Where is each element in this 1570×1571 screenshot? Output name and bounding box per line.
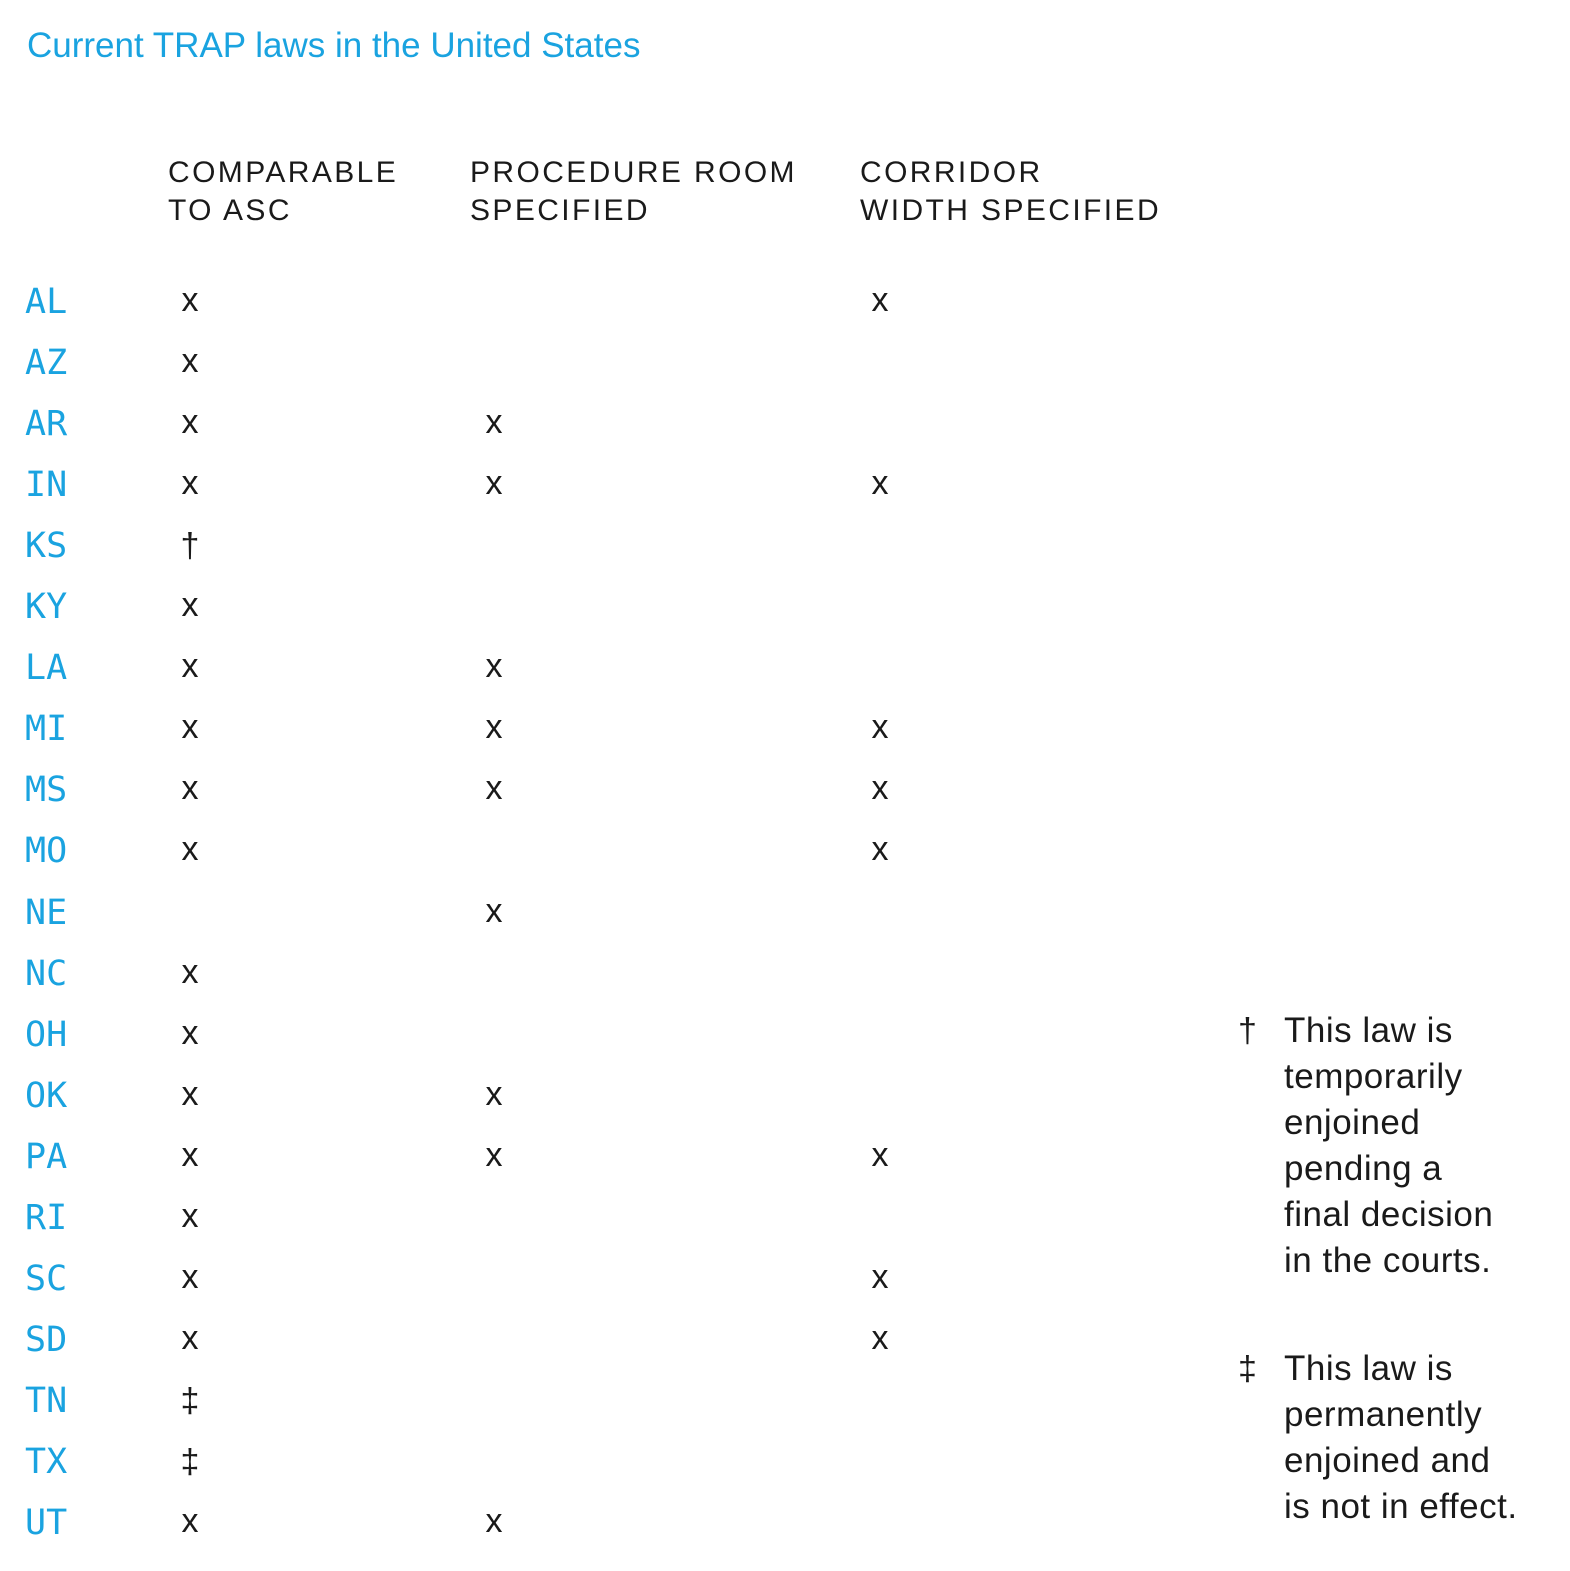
footnote-symbol: ‡ (1238, 1350, 1257, 1388)
state-label: NC (25, 953, 68, 994)
table-row-ok (0, 1076, 1200, 1137)
state-label: SD (25, 1319, 68, 1360)
cell-mark: x (871, 1318, 889, 1357)
cell-mark: x (871, 769, 889, 808)
table-row-mi (0, 709, 1200, 770)
state-label: AL (25, 282, 68, 322)
state-label: IN (25, 465, 68, 506)
state-label: UT (25, 1503, 68, 1543)
column-header-line: PROCEDURE ROOM (470, 156, 797, 189)
cell-mark: x (871, 281, 889, 319)
cell-mark: x (181, 1196, 199, 1235)
table-row-az (0, 343, 1200, 404)
cell-mark: x (181, 708, 199, 747)
column-header-line: TO ASC (168, 194, 292, 227)
cell-mark: x (181, 1135, 199, 1174)
state-label: AZ (25, 343, 68, 384)
state-label: MO (25, 831, 68, 872)
state-label: TN (25, 1380, 68, 1421)
column-header-line: CORRIDOR (860, 156, 1043, 189)
state-label: NE (25, 892, 68, 933)
footnote-text: This law is permanently enjoined and is not in effect. (1284, 1349, 1518, 1526)
table-row-tx (0, 1442, 1200, 1503)
table-row-sc (0, 1259, 1200, 1320)
state-label: KY (25, 587, 68, 628)
cell-mark: x (871, 830, 889, 869)
cell-mark: x (181, 586, 199, 625)
table-row-tn (0, 1381, 1200, 1442)
table-row-la (0, 648, 1200, 709)
cell-mark: x (181, 281, 199, 319)
cell-mark: x (181, 830, 199, 869)
cell-mark: x (485, 769, 503, 808)
chart-title: Current TRAP laws in the United States (27, 26, 641, 65)
table-row-ut (0, 1503, 1200, 1564)
state-label: MS (25, 770, 68, 811)
state-label: OH (25, 1014, 68, 1055)
column-header-line: WIDTH SPECIFIED (860, 194, 1162, 227)
cell-mark: x (871, 1257, 889, 1296)
cell-mark: x (485, 891, 503, 930)
state-label: PA (25, 1136, 68, 1177)
cell-mark: x (181, 403, 199, 442)
cell-mark: x (181, 647, 199, 686)
table-row-ms (0, 770, 1200, 831)
state-label: AR (25, 404, 68, 445)
state-label: SC (25, 1258, 68, 1299)
cell-mark: x (871, 708, 889, 747)
state-label: OK (25, 1075, 68, 1116)
table-row-ks (0, 526, 1200, 587)
column-header-line: SPECIFIED (470, 194, 650, 227)
cell-mark: x (181, 769, 199, 808)
table-row-al (0, 282, 1200, 343)
cell-mark: x (181, 1318, 199, 1357)
column-header-2 (470, 154, 797, 230)
table-row-ky (0, 587, 1200, 648)
footnote-text: This law is temporarily enjoined pending a final decision in the courts. (1284, 1011, 1494, 1280)
cell-mark: x (485, 403, 503, 442)
cell-mark: ‡ (180, 1381, 200, 1420)
table-row-pa (0, 1137, 1200, 1198)
table-row-nc (0, 954, 1200, 1015)
table-row-ri (0, 1198, 1200, 1259)
cell-mark: x (181, 1074, 199, 1113)
table-row-ne (0, 893, 1200, 954)
cell-mark: x (181, 1013, 199, 1052)
cell-mark: x (485, 1135, 503, 1174)
footnote-symbol: † (1238, 1012, 1257, 1050)
cell-mark: x (181, 1502, 199, 1540)
column-header-1 (168, 154, 398, 230)
cell-mark: x (485, 464, 503, 503)
state-label: LA (25, 648, 68, 689)
cell-mark: x (871, 1135, 889, 1174)
column-header-3 (860, 154, 1161, 230)
cell-mark: x (181, 952, 199, 991)
cell-mark: x (181, 342, 199, 381)
cell-mark: x (485, 647, 503, 686)
state-label: MI (25, 709, 68, 750)
cell-mark: x (181, 1257, 199, 1296)
column-header-line: COMPARABLE (168, 156, 399, 189)
state-label: KS (25, 526, 68, 567)
cell-mark: x (871, 464, 889, 503)
table-row-in (0, 465, 1200, 526)
cell-mark: † (180, 527, 200, 566)
table-row-ar (0, 404, 1200, 465)
cell-mark: x (485, 708, 503, 747)
cell-mark: x (485, 1502, 503, 1540)
cell-mark: x (485, 1074, 503, 1113)
state-label: RI (25, 1197, 68, 1238)
table-row-sd (0, 1320, 1200, 1381)
table-row-oh (0, 1015, 1200, 1076)
state-label: TX (25, 1441, 68, 1482)
cell-mark: x (181, 464, 199, 503)
table-row-mo (0, 831, 1200, 892)
cell-mark: ‡ (180, 1442, 200, 1481)
